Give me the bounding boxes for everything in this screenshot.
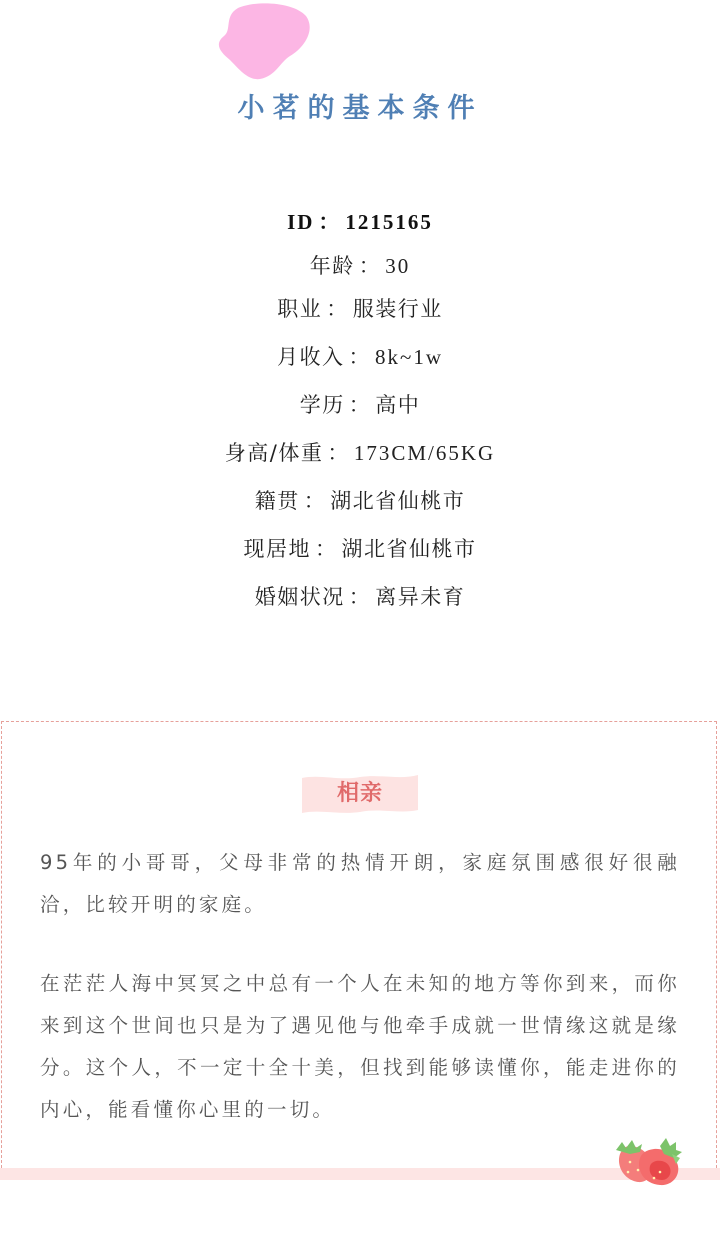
pink-blob-decoration <box>216 2 312 82</box>
id-separator: ： <box>318 210 342 234</box>
strawberry-icon <box>610 1132 690 1188</box>
profile-row-age <box>0 250 720 280</box>
age-separator: ： <box>358 254 382 278</box>
profile-row-income <box>0 341 720 371</box>
section-tag <box>300 772 420 816</box>
marital-status-value: 离异未育 <box>375 585 466 609</box>
occupation-separator: ： <box>326 297 349 321</box>
residence-value: 湖北省仙桃市 <box>341 537 477 561</box>
native-place-value: 湖北省仙桃市 <box>330 489 466 513</box>
intro-paragraph: 95年的小哥哥，父母非常的热情开朗，家庭氛围感很好很融洽，比较开明的家庭。 <box>40 851 680 916</box>
page-title: 小茗的基本条件 <box>237 93 483 124</box>
age-label: 年龄 <box>309 254 355 278</box>
profile-row-id <box>0 206 720 236</box>
native-place-separator: ： <box>303 489 327 513</box>
profile-row-education <box>0 389 720 419</box>
residence-label: 现居地 <box>243 537 311 561</box>
height-weight-value: 173CM/65KG <box>353 441 496 465</box>
profile-row-residence <box>0 533 720 563</box>
height-weight-label: 身高/体重 <box>224 441 324 465</box>
occupation-label: 职业 <box>277 297 323 321</box>
section-tag-label: 相亲 <box>336 781 383 806</box>
income-label: 月收入 <box>276 345 345 369</box>
native-place-label: 籍贯 <box>254 489 300 513</box>
age-value: 30 <box>385 254 411 278</box>
destiny-paragraph: 在茫茫人海中冥冥之中总有一个人在未知的地方等你到来，而你来到这个世间也只是为了遇见他与他牵手成就一世情缘这就是缘分。这个人，不一定十全十美，但找到能够读懂你，能走进你的内心，能看懂你心里的一切。 <box>40 972 680 1121</box>
profile-row-occupation <box>0 293 720 323</box>
marital-status-separator: ： <box>348 585 372 609</box>
id-value: 1215165 <box>345 210 433 234</box>
residence-separator: ： <box>315 537 338 561</box>
income-separator: ： <box>348 345 371 369</box>
id-label: ID <box>287 210 315 234</box>
income-value: 8k~1w <box>374 345 444 369</box>
education-label: 学历 <box>299 393 345 417</box>
marital-status-label: 婚姻状况 <box>254 585 345 609</box>
profile-row-height-weight <box>0 437 720 467</box>
profile-row-marital-status <box>0 581 720 611</box>
occupation-value: 服装行业 <box>352 297 443 321</box>
education-separator: ： <box>348 393 372 417</box>
education-value: 高中 <box>375 393 421 417</box>
height-weight-separator: ： <box>327 441 350 465</box>
profile-row-native-place <box>0 485 720 515</box>
